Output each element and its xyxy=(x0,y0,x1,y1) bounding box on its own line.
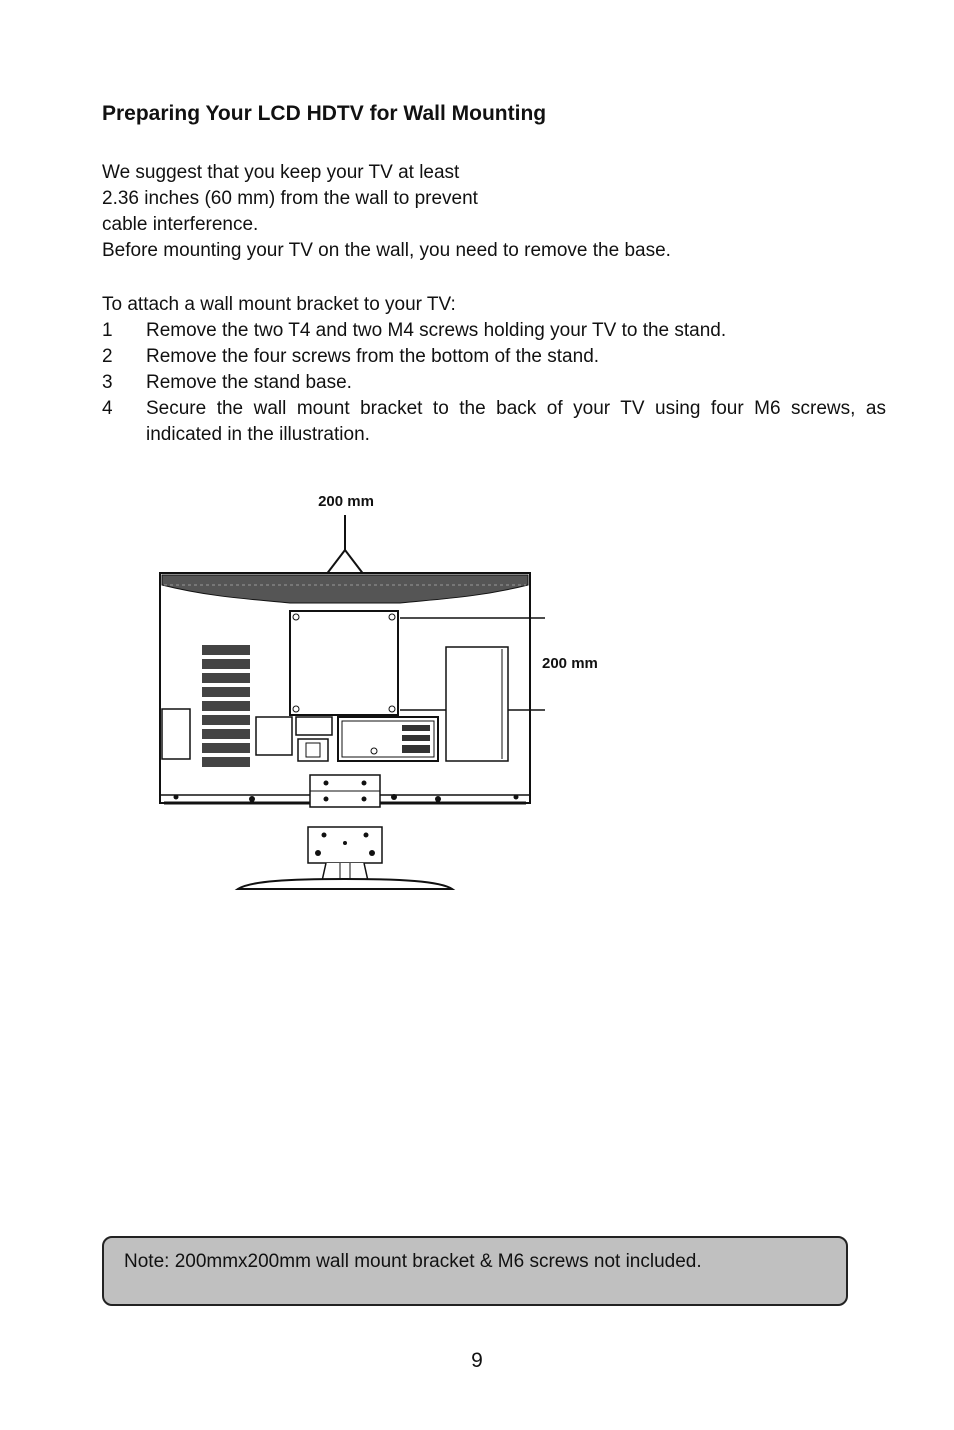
paragraph-line: Before mounting your TV on the wall, you need to remove the base. xyxy=(102,240,671,261)
steps-list xyxy=(102,318,886,448)
step-number: 4 xyxy=(102,398,113,419)
page-title: Preparing Your LCD HDTV for Wall Mounting xyxy=(102,102,547,125)
tv-rear-illustration xyxy=(150,485,620,900)
step-text: Secure the wall mount bracket to the back of your TV using four M6 screws, as indicated in the illustration. xyxy=(146,398,886,445)
note-text: Note: 200mmx200mm wall mount bracket & M6 screws not included. xyxy=(124,1251,702,1272)
page-number: 9 xyxy=(471,1349,483,1372)
list-item xyxy=(102,396,886,448)
intro-paragraph xyxy=(102,160,671,264)
paragraph-line: 2.36 inches (60 mm) from the wall to prevent xyxy=(102,188,478,209)
side-dimension-label: 200 mm xyxy=(542,655,598,672)
step-text: Remove the four screws from the bottom of the stand. xyxy=(146,346,600,367)
note-box xyxy=(102,1236,848,1306)
step-number: 1 xyxy=(102,320,113,341)
left-vent-grille xyxy=(202,645,250,767)
stand-base xyxy=(238,879,452,889)
step-number: 2 xyxy=(102,346,113,367)
list-item xyxy=(102,344,886,370)
paragraph-line: cable interference. xyxy=(102,214,259,235)
top-dimension-label: 200 mm xyxy=(318,493,374,510)
list-item xyxy=(102,318,886,344)
instructions-intro: To attach a wall mount bracket to your TV: xyxy=(102,294,456,315)
step-number: 3 xyxy=(102,372,113,393)
vesa-mount-area xyxy=(290,611,398,715)
step-text: Remove the stand base. xyxy=(146,372,352,393)
list-item xyxy=(102,370,886,396)
step-text: Remove the two T4 and two M4 screws holding your TV to the stand. xyxy=(146,320,727,341)
paragraph-line: We suggest that you keep your TV at least xyxy=(102,162,460,183)
